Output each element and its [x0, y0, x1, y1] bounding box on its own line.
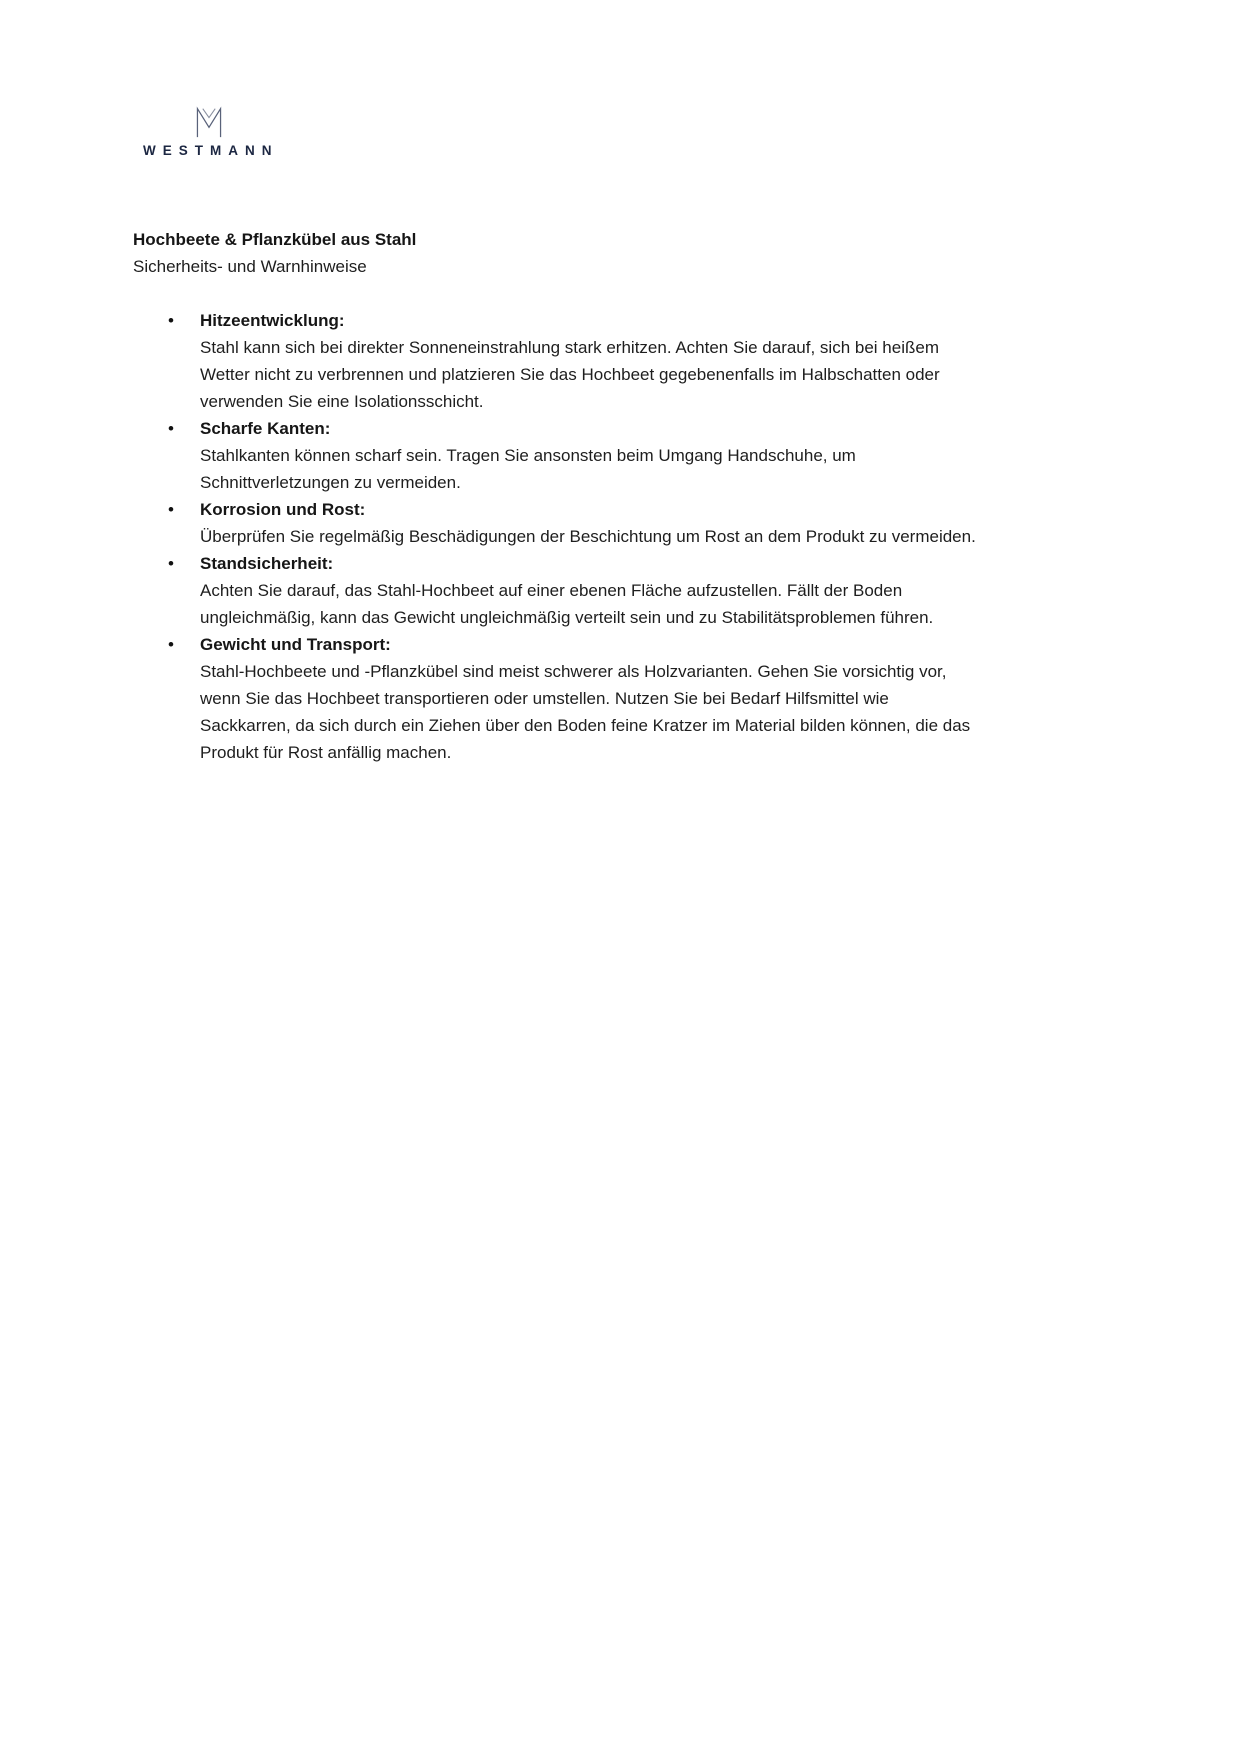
brand-wordmark: WESTMANN	[143, 143, 279, 158]
list-item-body: Achten Sie darauf, das Stahl-Hochbeet auf einer ebenen Fläche aufzustellen. Fällt der Boden ungleichmäßig, kann das Gewicht ungleichmäßig verteilt sein und zu Stabilitätsproblemen führen.	[200, 581, 934, 627]
list-item	[168, 496, 983, 550]
bullet-icon: •	[168, 635, 174, 654]
list-item	[168, 631, 983, 766]
warning-list	[168, 307, 983, 766]
list-item	[168, 307, 983, 415]
westmann-monogram-icon	[193, 104, 225, 140]
list-item-body: Stahlkanten können scharf sein. Tragen Sie ansonsten beim Umgang Handschuhe, um Schnittverletzungen zu vermeiden.	[200, 446, 856, 492]
bullet-icon: •	[168, 554, 174, 573]
list-item	[168, 550, 983, 631]
list-item-heading: Scharfe Kanten:	[200, 419, 331, 438]
list-item-body: Überprüfen Sie regelmäßig Beschädigungen der Beschichtung um Rost an dem Produkt zu vermeiden.	[200, 527, 976, 546]
list-item-heading: Gewicht und Transport:	[200, 635, 391, 654]
page-subtitle: Sicherheits- und Warnhinweise	[133, 257, 367, 276]
list-item-heading: Standsicherheit:	[200, 554, 334, 573]
list-item-heading: Hitzeentwicklung:	[200, 311, 345, 330]
list-item-body: Stahl-Hochbeete und -Pflanzkübel sind meist schwerer als Holzvarianten. Gehen Sie vorsichtig vor, wenn Sie das Hochbeet transportieren oder umstellen. Nutzen Sie bei Bedarf Hilfsmittel wie Sackkarren, da sich durch ein Ziehen über den Boden feine Kratzer im Material bilden können, die das Produkt für Rost anfällig machen.	[200, 662, 971, 762]
document-content	[133, 226, 983, 766]
westmann-logo	[135, 104, 283, 158]
bullet-icon: •	[168, 311, 174, 330]
bullet-icon: •	[168, 500, 174, 519]
list-item-body: Stahl kann sich bei direkter Sonneneinstrahlung stark erhitzen. Achten Sie darauf, sich bei heißem Wetter nicht zu verbrennen und platzieren Sie das Hochbeet gegebenenfalls im Halbschatten oder verwenden Sie eine Isolationsschicht.	[200, 338, 940, 411]
list-item	[168, 415, 983, 496]
bullet-icon: •	[168, 419, 174, 438]
page-title: Hochbeete & Pflanzkübel aus Stahl	[133, 230, 417, 249]
list-item-heading: Korrosion und Rost:	[200, 500, 366, 519]
